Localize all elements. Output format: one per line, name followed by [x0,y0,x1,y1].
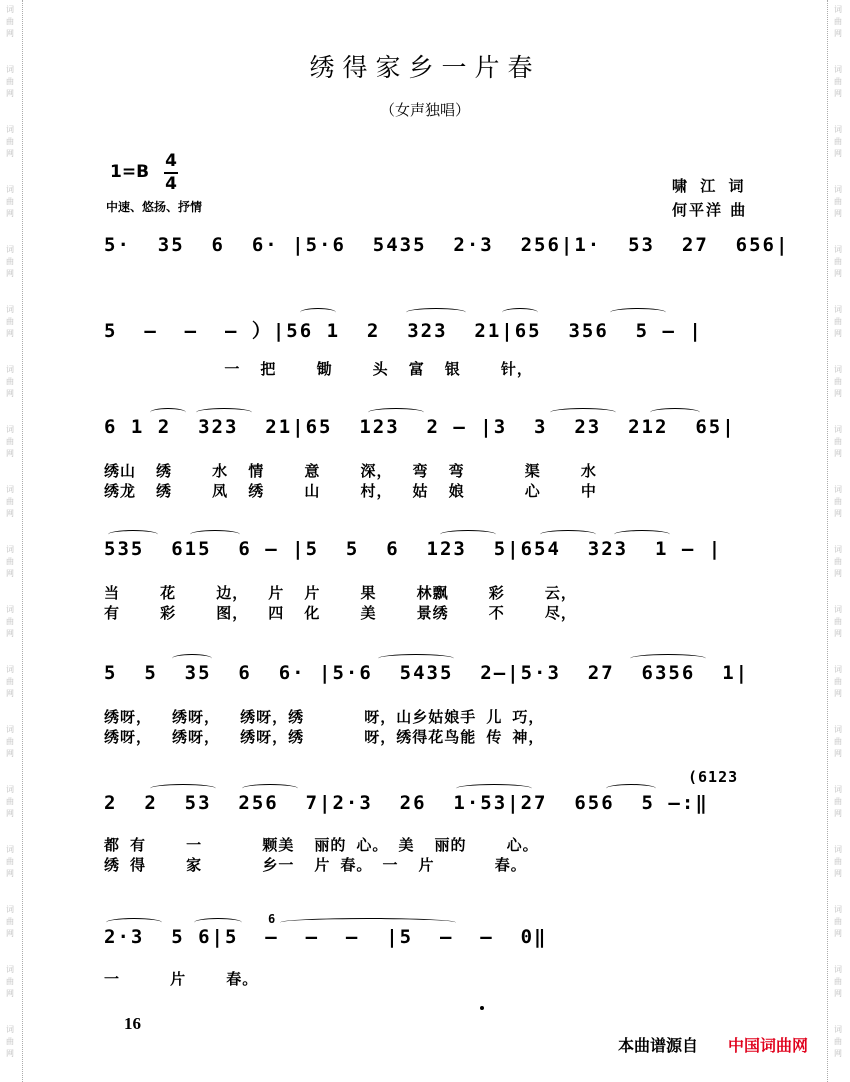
watermark-text: 词 曲 网 [6,605,14,638]
watermark-text: 词 曲 网 [834,65,842,98]
watermark-text: 词 曲 网 [834,245,842,278]
notation-line-2: 5 — — — ）|56 1 2 323 21|65 356 5 — | [104,320,703,342]
ossia-notes: (6123 [688,768,739,786]
slur-mark [150,408,186,417]
grace-note: 6 [268,912,278,926]
watermark-text: 词 曲 网 [6,725,14,758]
watermark-text: 词 曲 网 [834,725,842,758]
tempo-marking: 中速、悠扬、抒情 [106,200,203,214]
composer-credit: 何平洋 曲 [672,201,748,219]
slur-mark [440,530,496,539]
watermark-text: 词 曲 网 [834,5,842,38]
slur-mark [194,918,242,927]
watermark-text: 词 曲 网 [6,785,14,818]
notation-line-6: 2 2 53 256 7|2·3 26 1·53|27 656 5 —:‖ [104,792,709,814]
meter-top: 4 [165,151,177,171]
slur-mark [150,784,216,793]
slur-mark [630,654,706,663]
watermark-text: 词 曲 网 [834,845,842,878]
watermark-text: 词 曲 网 [6,965,14,998]
watermark-text: 词 曲 网 [6,425,14,458]
slur-mark [196,408,252,417]
slur-mark [368,408,424,417]
page-number: 16 [124,1014,141,1033]
notation-line-7: 2·3 5 6|5 — — — |5 — — 0‖ [104,926,548,948]
watermark-text: 词 曲 网 [6,5,14,38]
slur-mark [406,308,466,317]
notation-line-4: 535 615 6 — |5 5 6 123 5|654 323 1 — | [104,538,723,560]
slur-mark [108,530,158,539]
watermark-text: 词 曲 网 [6,305,14,338]
lyric-line-5-verse-1: 绣呀， 绣呀， 绣呀，绣 呀，山乡姑娘手 儿 巧， [104,708,545,726]
watermark-text: 词 曲 网 [834,125,842,158]
key-signature: 1=B [110,162,150,182]
slur-mark [650,408,700,417]
watermark-text: 词 曲 网 [834,365,842,398]
lyric-line-6-verse-1: 都 有 一 颗美 丽的 心。 美 丽的 心。 [104,836,539,854]
watermark-text: 词 曲 网 [834,965,842,998]
watermark-text: 词 曲 网 [6,185,14,218]
slur-mark [280,918,456,927]
slur-mark [106,918,162,927]
slur-mark [190,530,240,539]
watermark-text: 词 曲 网 [6,845,14,878]
watermark-text: 词 曲 网 [6,485,14,518]
lyric-line-7-verse-1: 一 片 春。 [104,970,259,988]
slur-mark [456,784,532,793]
slur-mark [610,308,666,317]
notation-line-3: 6 1 2 323 21|65 123 2 — |3 3 23 212 65| [104,416,736,438]
watermark-text: 词 曲 网 [834,605,842,638]
left-watermark-strip [0,0,23,1082]
slur-mark [242,784,298,793]
watermark-text: 词 曲 网 [6,545,14,578]
watermark-text: 词 曲 网 [6,245,14,278]
lyric-line-2-verse-1: 一 把 锄 头 富 银 针， [104,360,533,378]
slur-mark [606,784,656,793]
slur-mark [300,308,336,317]
lyric-line-4-verse-1: 当 花 边， 片 片 果 林飘 彩 云， [104,584,577,602]
lyricist-credit: 啸 江 词 [672,177,748,195]
slur-mark [550,408,616,417]
right-watermark-strip [827,0,850,1082]
watermark-text: 词 曲 网 [834,785,842,818]
song-title: 绣得家乡一片春 [309,53,541,82]
lyric-line-4-verse-2: 有 彩 图， 四 化 美 景绣 不 尽， [104,604,577,622]
notation-line-1: 5· 35 6 6· |5·6 5435 2·3 256|1· 53 27 656| [104,234,790,256]
slur-mark [378,654,454,663]
watermark-text: 词 曲 网 [6,65,14,98]
lyric-line-3-verse-2: 绣龙 绣 凤 绣 山 村， 姑 娘 心 中 [104,482,597,500]
watermark-text: 词 曲 网 [6,125,14,158]
slur-mark [172,654,212,663]
lyric-line-3-verse-1: 绣山 绣 水 情 意 深， 弯 弯 渠 水 [104,462,597,480]
source-site-link[interactable]: 中国词曲网 [728,1036,809,1055]
song-subtitle: （女声独唱） [379,101,470,119]
watermark-text: 词 曲 网 [834,425,842,458]
watermark-text: 词 曲 网 [834,305,842,338]
stray-dot [480,1006,484,1010]
watermark-text: 词 曲 网 [834,905,842,938]
time-signature [164,152,178,194]
meter-bottom: 4 [165,174,177,194]
watermark-text: 词 曲 网 [834,185,842,218]
notation-line-5: 5 5 35 6 6· |5·6 5435 2—|5·3 27 6356 1| [104,662,750,684]
lyric-line-6-verse-2: 绣 得 家 乡一 片 春。 一 片 春。 [104,856,527,874]
watermark-text: 词 曲 网 [834,665,842,698]
slur-mark [540,530,596,539]
watermark-text: 词 曲 网 [834,485,842,518]
source-label: 本曲谱源自 [618,1036,699,1055]
slur-mark [614,530,670,539]
watermark-text: 词 曲 网 [6,365,14,398]
watermark-text: 词 曲 网 [834,1025,842,1058]
watermark-text: 词 曲 网 [834,545,842,578]
watermark-text: 词 曲 网 [6,905,14,938]
watermark-text: 词 曲 网 [6,1025,14,1058]
lyric-line-5-verse-2: 绣呀， 绣呀， 绣呀，绣 呀，绣得花鸟能 传 神， [104,728,545,746]
slur-mark [502,308,538,317]
watermark-text: 词 曲 网 [6,665,14,698]
